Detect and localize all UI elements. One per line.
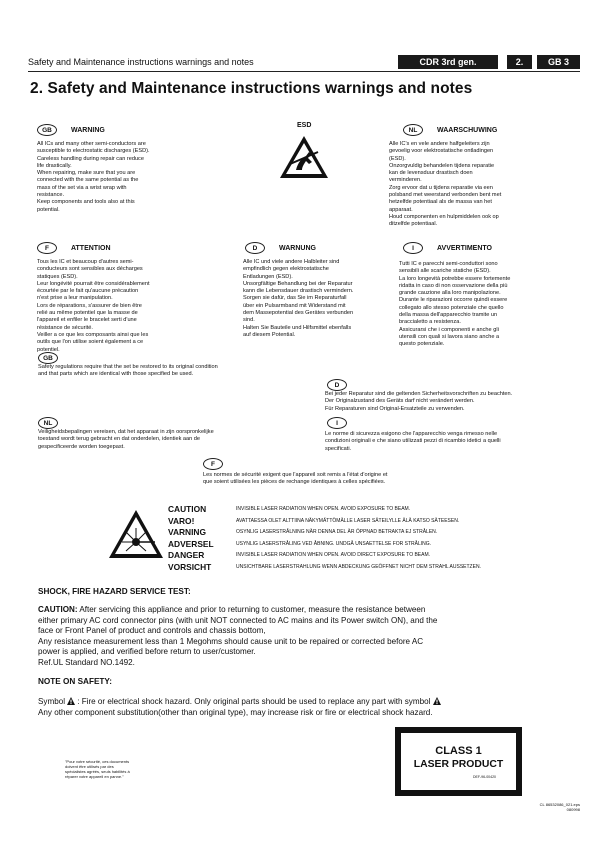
esd-symbol-icon [278,134,330,180]
lang-badge: GB [38,352,58,364]
class1-line2: LASER PRODUCT [413,759,504,770]
esd-gb-head [37,124,105,136]
header-title: Safety and Maintenance instructions warnings and notes [28,57,254,67]
note-text [38,697,586,718]
warning-triangle-icon [67,697,75,705]
note-line2: Any other component substitution(other than original type), may increase risk or fire or electrical shock hazard. [38,707,433,717]
laser-warning-labels: CAUTION VARO! VARNING ADVERSEL DANGER VORSICHT [168,504,214,572]
reg-nl-text: Veiligheidsbepalingen vereisen, dat het apparaat in zijn oorspronkelijke toestand wordt terug gebracht en dat onderdelen, identiek aan de gespecificeerde worden toegepast. [38,429,214,450]
esd-i-text: Tutti IC e parecchi semi-conduttori sono sensibili alle scariche statiche (ESD). La loro longevità potrebbe essere fortemente ridatta in caso di non osservazione della più grande cauzione alla loro manipolazione. Durante le riparazioni occorre quindi essere collegato allo stesso potenziale che quello della massa dell'apparecchio tramite un braccialetto a resistenza. Assicurarsi che i componenti e anche gli utensili con quali si lavora siano anche a questo potenziale. [399,261,511,348]
laser-hazard-icon [107,508,165,560]
shock-caution-label: CAUTION: [38,605,78,614]
note-line1: : Fire or electrical shock hazard. Only original parts should be used to replace any part with symbol [75,697,431,706]
esd-d-heading: WARNUNG [279,244,316,252]
note-heading: NOTE ON SAFETY: [38,677,112,686]
lang-badge: NL [38,417,58,429]
reg-gb-text: Safety regulations require that the set be restored to its original condition and that parts which are identical with those specified be used. [38,364,218,378]
esd-d-head [245,242,316,254]
esd-nl-head [403,124,497,136]
warning-triangle-icon [433,697,441,705]
shock-heading: SHOCK, FIRE HAZARD SERVICE TEST: [38,587,191,596]
esd-nl-text: Alle IC's en vele andere halfgeleiters zijn gevoelig voor elektrostatische ontladingen (ESD). Onzorgvuldig behandelen tijdens reparatie kan de levensduur drastisch doen verminderen. Zorg ervoor dat u tijdens reparatie via een polsband met weerstand verbonden bent met hetzelfde potentiaal als de massa van het apparaat. Houd componenten en hulpmiddelen ook op ditzelfde potentiaal. [389,141,502,228]
esd-nl-heading: WAARSCHUWING [437,126,498,134]
esd-i-head [403,242,492,254]
esd-i-heading: AVVERTIMENTO [437,244,492,252]
lang-badge: F [203,458,223,470]
footnote: "Pour votre sécurité, ces documents doivent être utilisés par des spécialistes agréés, seuls habilités à réparer votre appareil en panne." [65,759,130,779]
class1-small: DEF-96-00420 [473,775,496,779]
page-title: 2. Safety and Maintenance instructions warnings and notes [30,80,473,97]
chapter-tag: 2. [507,55,532,69]
lang-badge: D [327,379,347,391]
class1-label [395,727,522,796]
note-symbol-word: Symbol [38,697,65,706]
laser-warning-lines: INVISIBLE LASER RADIATION WHEN OPEN. AVOID EXPOSURE TO BEAM. AVATTAESSA OLET ALTTIINA NÄKYMÄTTÖMÄLLE LASER SÄTEILYLLE ÄLÄ KATSO SÄTEESEN. OSYNLIG LASERSTRÅLNING NÄR DENNA DEL ÄR ÖPPNAD BETRAKTA EJ STRÅLEN. USYNLIG LASERSTRÅLING VED ÅBNING. UNDGÅ UNSAETTELSE FOR STRÅLING. INVISIBLE LASER RADIATION WHEN OPEN. AVOID DIRECT EXPOSURE TO BEAM. UNSICHTBARE LASERSTRAHLUNG WENN ABDECKUNG GEÖFFNET NICHT DEM STRAHL AUSSETZEN. [236,506,481,570]
esd-d-text: Alle IC und viele andere Halbleiter sind empfindlich gegen elektrostatische Entladungen (ESD). Unsorgfältige Behandlung bei der Reparatur kann die Lebensdauer drastisch vermindern. Sorgen sie dafür, das Sie im Reparaturfall über ein Pulsarmband mit Widerstand mit dem Massepotential des Gerätes verbunden sind. Halten Sie Bauteile und Hilfsmittel ebenfalls auf diesem Potential. [243,259,354,338]
esd-gb-text: All ICs and many other semi-conductors are susceptible to electrostatic discharges (ESD). Careless handling during repair can reduce life drastically. When repairing, make sure that you are connected with the same potential as the mass of the set via a wrist wrap with resistance. Keep components and tools also at this potential. [37,141,150,213]
doc-ref: CL 86532086_021.eps 080998 [539,802,580,812]
class1-line1: CLASS 1 [435,745,482,757]
model-tag: CDR 3rd gen. [398,55,498,69]
reg-d-text: Bei jeder Reparatur sind die geltenden Sicherheitsvorschriften zu beachten. Der Originalzustand des Geräts darf nicht verändert werden. Für Reparaturen sind Original-Ersatzteile zu verwenden. [325,391,513,412]
lang-badge: D [245,242,265,254]
lang-badge: I [327,417,347,429]
reg-i-text: Le norme di sicurezza esigono che l'apparecchio venga rimesso nelle condizioni originali e che siano utilizzati pezzi di ricambio idetici a quelli specificati. [325,431,501,452]
esd-label: ESD [297,122,312,129]
lang-badge: I [403,242,423,254]
lang-badge: F [37,242,57,254]
esd-f-head [37,242,111,254]
reg-f-text: Les normes de sécurité exigent que l'appareil soit remis a l'état d'origine et que soient utilisées les pièces de rechange identiques à celles spécifiées. [203,472,388,486]
lang-badge: NL [403,124,423,136]
esd-gb-heading: WARNING [71,126,105,134]
shock-text [38,605,583,669]
shock-body: After servicing this appliance and prior to returning to customer, measure the resistance between either primary AC cord connector pins (with unit NOT connected to AC mains and its Power switch ON), and the face or Front Panel of product and controls and chassis bottom, Any resistance measurement less than 1 Megohms should cause unit to be repaired or corrected before AC power is applied, and verified before return to user/customer. Ref.UL Standard NO.1492. [38,605,438,667]
esd-f-text: Tous les IC et beaucoup d'autres semi- conducteurs sont sensibles aux décharges statiques (ESD). Leur longévité pourrait être considérablement écourtée par le fait qu'aucune précaution n'est prise a leur manipulation. Lors de réparations, s'assurer de bien être relié au même potentiel que la masse de l'appareil et enfiler le bracelet serti d'une résistance de sécurité. Veiller a ce que les composants ainsi que les outils que l'on utilise soient également a ce potentiel. [37,259,150,353]
esd-f-heading: ATTENTION [71,244,111,252]
header-rule [28,71,580,72]
page-tag: GB 3 [537,55,580,69]
lang-badge: GB [37,124,57,136]
